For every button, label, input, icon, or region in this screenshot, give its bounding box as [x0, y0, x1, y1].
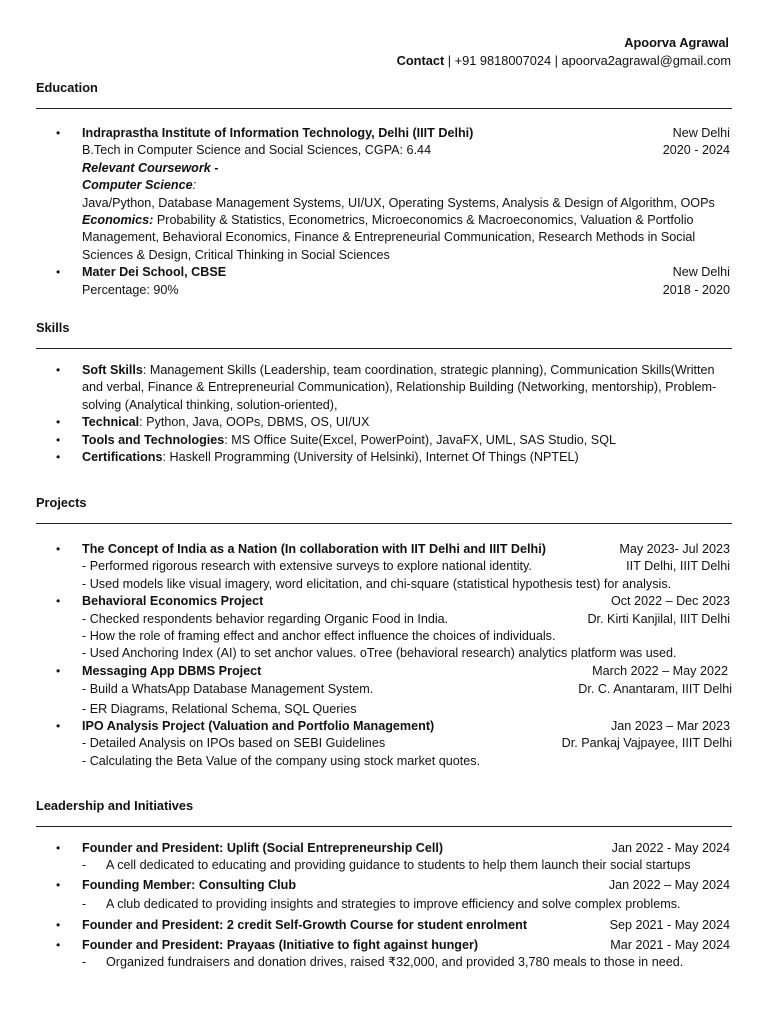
role-description: - A club dedicated to providing insights and strategies to improve efficiency and solve complex problems. — [82, 896, 732, 913]
role-name: • Founding Member: Consulting Club — [82, 877, 297, 892]
project-item — [36, 593, 732, 663]
candidate-name: Apoorva Agrawal — [624, 35, 729, 50]
econ-label: Economics: — [82, 213, 154, 228]
project-affiliation: Dr. Pankaj Vajpayee, IIIT Delhi — [561, 736, 732, 751]
skills-section — [36, 319, 732, 466]
role-name: • Founder and President: 2 credit Self-Growth Course for student enrolment — [82, 917, 528, 932]
skill-label: Certifications — [82, 450, 163, 465]
education-years: 2018 - 2020 — [662, 282, 730, 297]
degree-text: B.Tech in Computer Science and Social Sciences, CGPA: 6.44 — [82, 143, 432, 158]
contact-details: | +91 9818007024 | apoorva2agrawal@gmail.com — [444, 53, 731, 68]
education-entry — [36, 264, 732, 299]
role-description: - Organized fundraisers and donation drives, raised ₹32,000, and provided 3,780 meals to those in need. — [82, 954, 732, 971]
cs-courses: Java/Python, Database Management Systems, UI/UX, Operating Systems, Analysis & Design of Algorithm, OOPs — [82, 195, 715, 210]
project-name: • Behavioral Economics Project — [82, 594, 264, 609]
education-section — [36, 79, 732, 299]
project-affiliation: IIT Delhi, IIIT Delhi — [626, 559, 730, 574]
leadership-list — [36, 840, 732, 972]
project-affiliation: Dr. C. Anantaram, IIIT Delhi — [578, 682, 732, 697]
education-title: Education — [36, 80, 98, 95]
education-list — [36, 125, 732, 299]
project-name: • Messaging App DBMS Project — [82, 663, 262, 678]
projects-divider — [36, 523, 732, 524]
project-date: Jan 2023 – Mar 2023 — [610, 719, 730, 734]
skill-label: Soft Skills — [82, 363, 143, 377]
projects-title: Projects — [36, 495, 87, 510]
project-date: March 2022 – May 2022 — [592, 663, 728, 678]
role-date: Mar 2021 - May 2024 — [610, 938, 730, 953]
leadership-item — [36, 877, 732, 914]
project-detail: - ER Diagrams, Relational Schema, SQL Queries — [82, 701, 357, 716]
education-years: 2020 - 2024 — [662, 143, 730, 158]
skill-text: : Haskell Programming (University of Helsinki), Internet Of Things (NPTEL) — [162, 450, 579, 465]
contact-label: Contact — [396, 53, 445, 68]
econ-courses — [82, 212, 732, 264]
role-name: • Founder and President: Uplift (Social Entrepreneurship Cell) — [82, 841, 444, 855]
institution-name: • Mater Dei School, CBSE — [82, 265, 227, 280]
skill-text: : Management Skills (Leadership, team coordination, strategic planning), Communication Skills(Written and verbal, Finance & Entrepreneurial Communication), Relationship Building (Networking, mentorship), Problem-solving (Analytical thinking, solution-oriented), — [82, 363, 717, 412]
leadership-item — [36, 937, 732, 972]
education-divider — [36, 108, 732, 109]
project-detail: - Calculating the Beta Value of the company using stock market quotes. — [82, 753, 481, 768]
leadership-item — [36, 840, 732, 875]
role-date: Jan 2022 – May 2024 — [608, 877, 730, 892]
degree-text: Percentage: 90% — [82, 282, 179, 297]
cs-label: Computer Science — [82, 178, 193, 193]
skill-label: Technical — [82, 415, 140, 430]
project-date: May 2023- Jul 2023 — [619, 542, 730, 556]
education-entry — [36, 125, 732, 264]
project-name: • IPO Analysis Project (Valuation and Portfolio Management) — [82, 719, 435, 734]
projects-list — [36, 541, 732, 770]
cs-colon: : — [192, 178, 197, 193]
leadership-item — [36, 917, 732, 934]
skill-item — [36, 432, 732, 449]
project-item — [36, 541, 732, 593]
skills-title: Skills — [36, 320, 70, 335]
projects-section — [36, 494, 732, 770]
project-detail: - Build a WhatsApp Database Management System. — [82, 682, 374, 697]
institution-location: New Delhi — [672, 265, 730, 280]
contact-line — [397, 52, 731, 69]
role-date: Jan 2022 - May 2024 — [611, 841, 730, 855]
leadership-section — [36, 797, 732, 972]
skill-item — [36, 362, 732, 414]
leadership-divider — [36, 826, 732, 827]
coursework-label: Relevant Coursework - — [82, 160, 219, 175]
skills-divider — [36, 348, 732, 349]
institution-name: • Indraprastha Institute of Information Technology, Delhi (IIIT Delhi) — [82, 126, 474, 140]
skill-item — [36, 449, 732, 466]
project-item — [36, 663, 732, 718]
project-detail: - Performed rigorous research with extensive surveys to explore national identity. — [82, 559, 532, 574]
skills-list — [36, 362, 732, 466]
skill-text: : Python, Java, OOPs, DBMS, OS, UI/UX — [139, 415, 370, 430]
project-date: Oct 2022 – Dec 2023 — [610, 594, 730, 609]
skill-item — [36, 414, 732, 431]
role-date: Sep 2021 - May 2024 — [609, 917, 730, 932]
project-detail: - Used models like visual imagery, word elicitation, and chi-square (statistical hypothesis test) for analysis. — [82, 576, 672, 591]
project-detail: - Used Anchoring Index (AI) to set anchor values. oTree (behavioral research) analytics platform was used. — [82, 646, 677, 661]
role-name: • Founder and President: Prayaas (Initiative to fight against hunger) — [82, 938, 479, 953]
project-name: • The Concept of India as a Nation (In collaboration with IIT Delhi and IIIT Delhi) — [82, 542, 546, 556]
leadership-title: Leadership and Initiatives — [36, 798, 194, 813]
econ-text: Probability & Statistics, Econometrics, Microeconomics & Macroeconomics, Valuation & Portfolio Management, Behavioral Economics, Finance & Entrepreneurial Communication, Research Methods in Social Sciences & Design, Critical Thinking in Social Sciences — [82, 213, 696, 262]
skill-label: Tools and Technologies — [82, 432, 225, 447]
project-item — [36, 718, 732, 770]
skill-text: : MS Office Suite(Excel, PowerPoint), JavaFX, UML, SAS Studio, SQL — [224, 432, 617, 447]
project-affiliation: Dr. Kirti Kanjilal, IIIT Delhi — [587, 611, 730, 626]
project-detail: - Checked respondents behavior regarding Organic Food in India. — [82, 611, 449, 626]
institution-location: New Delhi — [672, 126, 730, 140]
role-description: - A cell dedicated to educating and providing guidance to students to help them launch their social startups — [82, 857, 732, 874]
project-detail: - How the role of framing effect and anchor effect influence the choices of individuals. — [82, 629, 556, 644]
project-detail: - Detailed Analysis on IPOs based on SEBI Guidelines — [82, 736, 386, 751]
